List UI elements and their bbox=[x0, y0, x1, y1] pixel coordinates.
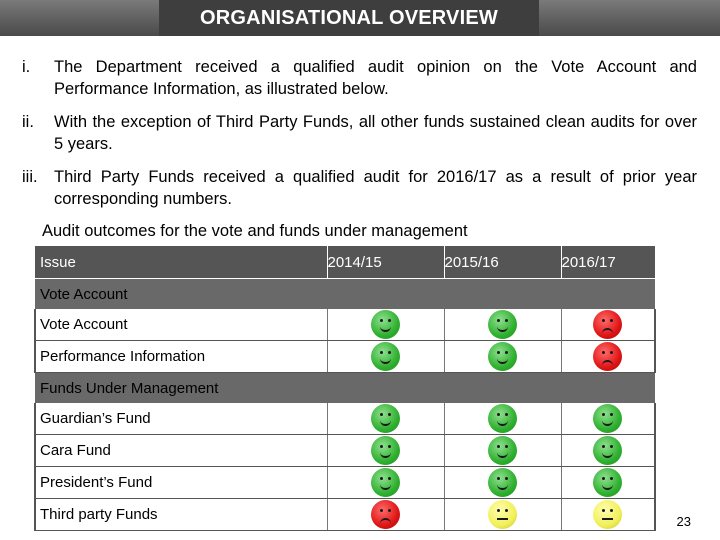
red-frown-icon bbox=[371, 500, 400, 529]
header-issue: Issue bbox=[35, 246, 327, 279]
bullet-number: iii. bbox=[22, 168, 38, 186]
outcome-cell bbox=[561, 435, 655, 467]
row-label: Performance Information bbox=[35, 341, 327, 373]
green-smiley-icon bbox=[371, 310, 400, 339]
yellow-neutral-icon bbox=[488, 500, 517, 529]
outcome-cell bbox=[444, 403, 561, 435]
title-bar bbox=[0, 0, 720, 36]
outcome-cell bbox=[327, 499, 444, 531]
outcome-cell bbox=[444, 341, 561, 373]
green-smiley-icon bbox=[371, 436, 400, 465]
outcome-cell bbox=[561, 403, 655, 435]
bullet-text: The Department received a qualified audit opinion on the Vote Account and Performance Information, as illustrated below. bbox=[54, 58, 697, 98]
row-label: Cara Fund bbox=[35, 435, 327, 467]
green-smiley-icon bbox=[371, 342, 400, 371]
outcome-cell bbox=[444, 309, 561, 341]
audit-outcomes-table bbox=[34, 246, 656, 531]
green-smiley-icon bbox=[371, 404, 400, 433]
outcome-cell bbox=[444, 499, 561, 531]
table-row bbox=[35, 499, 655, 531]
page-number: 23 bbox=[676, 514, 691, 529]
outcome-cell bbox=[444, 467, 561, 499]
outcome-cell bbox=[327, 467, 444, 499]
section-label: Vote Account bbox=[35, 279, 655, 310]
bullet-text: Third Party Funds received a qualified audit for 2016/17 as a result of prior year corresponding numbers. bbox=[54, 168, 697, 208]
header-2014-15: 2014/15 bbox=[327, 246, 444, 279]
section-label: Funds Under Management bbox=[35, 373, 655, 404]
section-row-funds bbox=[35, 373, 655, 404]
row-label: President’s Fund bbox=[35, 467, 327, 499]
green-smiley-icon bbox=[488, 310, 517, 339]
bullet-number: i. bbox=[22, 58, 31, 76]
green-smiley-icon bbox=[488, 342, 517, 371]
outcome-cell bbox=[327, 435, 444, 467]
outcome-cell bbox=[327, 403, 444, 435]
table-row bbox=[35, 309, 655, 341]
row-label: Third party Funds bbox=[35, 499, 327, 531]
yellow-neutral-icon bbox=[593, 500, 622, 529]
outcome-cell bbox=[444, 435, 561, 467]
green-smiley-icon bbox=[593, 404, 622, 433]
outcome-cell bbox=[561, 467, 655, 499]
title-box bbox=[159, 0, 539, 36]
red-frown-icon bbox=[593, 310, 622, 339]
row-label: Guardian’s Fund bbox=[35, 403, 327, 435]
outcome-cell bbox=[561, 309, 655, 341]
outcome-cell bbox=[327, 341, 444, 373]
table-row bbox=[35, 467, 655, 499]
red-frown-icon bbox=[593, 342, 622, 371]
header-2015-16: 2015/16 bbox=[444, 246, 561, 279]
row-label: Vote Account bbox=[35, 309, 327, 341]
table-caption: Audit outcomes for the vote and funds under management bbox=[42, 222, 468, 240]
green-smiley-icon bbox=[593, 436, 622, 465]
table-row bbox=[35, 341, 655, 373]
green-smiley-icon bbox=[593, 468, 622, 497]
outcome-cell bbox=[561, 499, 655, 531]
table-header-row bbox=[35, 246, 655, 279]
green-smiley-icon bbox=[488, 404, 517, 433]
outcome-cell bbox=[561, 341, 655, 373]
green-smiley-icon bbox=[371, 468, 400, 497]
page-title: ORGANISATIONAL OVERVIEW bbox=[200, 6, 498, 29]
bullet-number: ii. bbox=[22, 113, 34, 131]
green-smiley-icon bbox=[488, 468, 517, 497]
section-row-vote-account bbox=[35, 279, 655, 310]
bullet-text: With the exception of Third Party Funds, all other funds sustained clean audits for over 5 years. bbox=[54, 113, 697, 153]
header-2016-17: 2016/17 bbox=[561, 246, 655, 279]
green-smiley-icon bbox=[488, 436, 517, 465]
table-row bbox=[35, 403, 655, 435]
table-row bbox=[35, 435, 655, 467]
outcome-cell bbox=[327, 309, 444, 341]
